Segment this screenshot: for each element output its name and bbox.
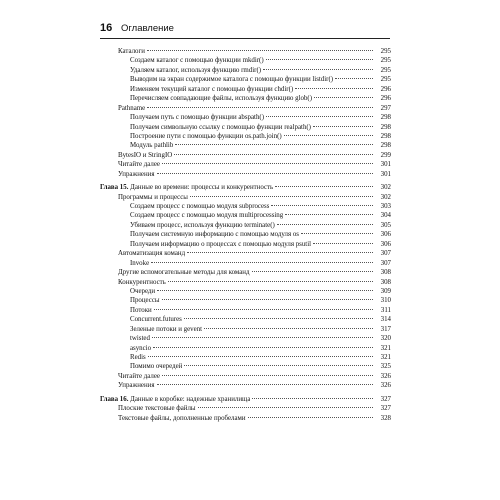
toc-section-entry: [100, 404, 391, 413]
toc-subsection-entry: [100, 362, 391, 371]
toc-subsection-entry: [100, 75, 391, 84]
toc-entry-title: [130, 141, 173, 150]
entry-page-number: 308: [380, 269, 391, 277]
entry-label: Зеленые потоки и gevent: [130, 325, 203, 333]
toc-subsection-entry: [100, 202, 391, 211]
toc-entry-title: [130, 306, 152, 315]
entry-page-number: 327: [380, 395, 391, 403]
toc-subsection-entry: [100, 113, 391, 122]
dot-leader: [190, 196, 373, 197]
entry-label: Каталоги: [118, 48, 145, 55]
toc-entry-title: [130, 85, 293, 94]
toc-entry-title: [118, 381, 155, 390]
dot-leader: [252, 398, 373, 399]
entry-page-number: 298: [380, 123, 391, 131]
toc-section-entry: [100, 151, 391, 160]
toc-section-entry: [100, 278, 391, 287]
toc-entry-title: [130, 202, 269, 211]
entry-label: Pathname: [118, 104, 146, 112]
dot-leader: [187, 252, 373, 253]
toc-subsection-entry: [100, 315, 391, 324]
toc-entry-title: [130, 230, 299, 239]
toc-subsection-entry: [100, 132, 391, 141]
dot-leader: [248, 417, 373, 418]
entry-label: Изменяем текущий каталог с помощью функции chdir(): [130, 85, 294, 93]
entry-page-number: 325: [380, 363, 391, 371]
toc-section-entry: [100, 47, 391, 56]
dot-leader: [148, 356, 373, 357]
entry-page-number: 311: [380, 306, 391, 314]
dot-leader: [184, 318, 373, 319]
toc-entry-title: [130, 315, 182, 324]
dot-leader: [284, 135, 373, 136]
entry-label: Конкурентность: [118, 278, 166, 286]
toc-entry-title: [130, 353, 146, 362]
toc-section-entry: [100, 268, 391, 277]
dot-leader: [313, 126, 373, 127]
dot-leader: [157, 173, 373, 174]
toc-subsection-entry: [100, 141, 391, 150]
toc-subsection-entry: [100, 123, 391, 132]
entry-page-number: 295: [380, 48, 391, 55]
toc-entry-title: [100, 183, 273, 192]
toc-section-entry: [100, 160, 391, 169]
entry-page-number: 328: [380, 414, 391, 422]
toc-chapter-entry: [100, 183, 391, 192]
dot-leader: [184, 365, 373, 366]
toc-subsection-entry: [100, 230, 391, 239]
entry-page-number: 295: [380, 57, 391, 65]
toc-entry-title: [130, 221, 275, 230]
entry-label: Очереди: [130, 287, 156, 295]
toc-section-entry: [100, 381, 391, 390]
dot-leader: [153, 347, 373, 348]
toc-entry-title: [118, 249, 185, 258]
entry-page-number: 321: [380, 354, 391, 361]
entry-label: Читайте далее: [118, 161, 160, 169]
entry-label: Данные во времени: процессы и конкурентность: [130, 184, 274, 192]
dot-leader: [168, 281, 373, 282]
entry-page-number: 303: [380, 203, 391, 210]
toc-subsection-entry: [100, 94, 391, 103]
entry-page-number: 309: [380, 287, 391, 295]
toc-entry-title: [130, 66, 261, 75]
entry-page-number: 302: [380, 193, 391, 201]
entry-label: BytesIO и StringIO: [118, 151, 173, 159]
entry-page-number: 297: [380, 104, 391, 112]
toc-entry-title: [118, 278, 166, 287]
entry-page-number: 326: [380, 382, 391, 390]
entry-label: Получаем путь с помощью функции abspath(): [130, 114, 264, 122]
entry-label: Удаляем каталог, используя функцию rmdir(): [130, 66, 262, 74]
dot-leader: [162, 163, 373, 164]
toc-subsection-entry: [100, 211, 391, 220]
entry-label: Текстовые файлы, дополненные пробелами: [118, 414, 246, 422]
entry-page-number: 307: [380, 250, 391, 258]
entry-page-number: 321: [380, 344, 391, 352]
toc-entry-title: [130, 94, 312, 103]
toc-entry-title: [118, 372, 160, 381]
dot-leader: [252, 271, 374, 272]
entry-label: Автоматизация команд: [118, 250, 186, 258]
toc-entry-title: [118, 268, 250, 277]
entry-label: Перечисляем совпадающие файлы, используя функцию glob(): [130, 95, 313, 103]
toc-subsection-entry: [100, 353, 391, 362]
toc-entry-title: [130, 123, 311, 132]
toc-entry-title: [130, 211, 283, 220]
entry-page-number: 296: [380, 95, 391, 103]
toc-entry-title: [100, 395, 250, 404]
dot-leader: [314, 97, 373, 98]
toc-section-entry: [100, 249, 391, 258]
toc-subsection-entry: [100, 325, 391, 334]
toc-subsection-entry: [100, 296, 391, 305]
chapter-number: Глава 16.: [100, 395, 129, 403]
toc-subsection-entry: [100, 66, 391, 75]
toc-entry-title: [130, 240, 311, 249]
entry-page-number: 298: [380, 114, 391, 122]
toc-section-entry: [100, 193, 391, 202]
entry-label: Построение пути с помощью функции os.path.join(): [130, 132, 282, 140]
entry-page-number: 298: [380, 132, 391, 140]
entry-label: twisted: [130, 335, 150, 343]
toc-subsection-entry: [100, 85, 391, 94]
toc-section-entry: [100, 104, 391, 113]
entry-page-number: 301: [380, 161, 391, 169]
entry-label: Убиваем процесс, используя функцию terminate(): [130, 221, 275, 229]
entry-page-number: 326: [380, 372, 391, 380]
entry-label: Потоки: [130, 306, 152, 314]
dot-leader: [147, 50, 373, 51]
entry-page-number: 317: [380, 325, 391, 333]
entry-page-number: 299: [380, 151, 391, 159]
toc-entry-title: [118, 104, 145, 113]
toc-entry-title: [118, 151, 172, 160]
toc-subsection-entry: [100, 306, 391, 315]
dot-leader: [266, 116, 373, 117]
table-of-contents: [100, 47, 391, 423]
entry-page-number: 296: [380, 85, 391, 93]
toc-entry-title: [130, 75, 333, 84]
toc-entry-title: [130, 362, 182, 371]
toc-subsection-entry: [100, 240, 391, 249]
toc-entry-title: [130, 334, 150, 343]
entry-label: Данные в коробке: надежные хранилища: [130, 395, 251, 403]
dot-leader: [204, 328, 373, 329]
toc-entry-title: [118, 404, 196, 413]
dot-leader: [157, 384, 373, 385]
toc-entry-title: [118, 193, 188, 202]
entry-page-number: 314: [380, 316, 391, 324]
entry-label: Упражнения: [118, 382, 155, 390]
entry-page-number: 320: [380, 335, 391, 343]
toc-entry-title: [130, 113, 264, 122]
entry-label: Упражнения: [118, 170, 155, 178]
toc-entry-title: [118, 160, 160, 169]
toc-entry-title: [130, 132, 282, 141]
page-number: 16: [100, 22, 113, 34]
chapter-number: Глава 15.: [100, 184, 129, 192]
dot-leader: [266, 59, 373, 60]
toc-entry-title: [130, 296, 160, 305]
dot-leader: [157, 290, 373, 291]
toc-subsection-entry: [100, 56, 391, 65]
dot-leader: [275, 186, 373, 187]
entry-label: Плоские текстовые файлы: [118, 405, 196, 413]
dot-leader: [162, 375, 373, 376]
entry-label: Читайте далее: [118, 372, 160, 380]
dot-leader: [335, 78, 373, 79]
toc-subsection-entry: [100, 334, 391, 343]
toc-chapter-entry: [100, 395, 391, 404]
toc-section-entry: [100, 372, 391, 381]
entry-page-number: 307: [380, 259, 391, 267]
toc-entry-title: [130, 56, 264, 65]
toc-entry-title: [130, 325, 202, 334]
entry-label: Получаем информацию о процессах с помощью модуля psutil: [130, 240, 312, 248]
running-title: Оглавление: [121, 23, 174, 34]
entry-label: Модуль pathlib: [130, 142, 174, 150]
entry-page-number: 298: [380, 142, 391, 150]
dot-leader: [277, 224, 373, 225]
toc-subsection-entry: [100, 287, 391, 296]
entry-label: Concurrent.futures: [130, 316, 182, 324]
entry-label: Программы и процессы: [118, 193, 188, 201]
entry-page-number: 310: [380, 297, 391, 305]
entry-label: Процессы: [130, 297, 160, 305]
dot-leader: [301, 233, 373, 234]
dot-leader: [147, 107, 373, 108]
entry-label: Получаем системную информацию с помощью модуля os: [130, 231, 299, 239]
toc-subsection-entry: [100, 344, 391, 353]
entry-label: asyncio: [130, 344, 152, 352]
running-header: [100, 24, 390, 39]
dot-leader: [295, 88, 373, 89]
entry-page-number: 302: [380, 184, 391, 192]
entry-page-number: 304: [380, 212, 391, 220]
toc-section-entry: [100, 170, 391, 179]
dot-leader: [263, 69, 373, 70]
entry-page-number: 295: [380, 66, 391, 74]
dot-leader: [162, 299, 373, 300]
entry-page-number: 306: [380, 231, 391, 239]
dot-leader: [174, 154, 373, 155]
toc-entry-title: [118, 47, 145, 56]
toc-subsection-entry: [100, 221, 391, 230]
toc-section-entry: [100, 414, 391, 423]
entry-label: Другие вспомогательные методы для команд: [118, 269, 250, 277]
dot-leader: [152, 337, 373, 338]
dot-leader: [154, 309, 373, 310]
toc-entry-title: [130, 259, 149, 268]
dot-leader: [285, 214, 373, 215]
entry-label: Создаем каталог с помощью функции mkdir(): [130, 57, 264, 65]
entry-label: Redis: [130, 354, 146, 361]
entry-label: Получаем символьную ссылку с помощью функции realpath(): [130, 123, 311, 131]
entry-page-number: 301: [380, 170, 391, 178]
entry-label: Создаем процесс с помощью модуля subprocess: [130, 203, 270, 210]
toc-entry-title: [130, 344, 151, 353]
dot-leader: [151, 262, 373, 263]
entry-page-number: 306: [380, 240, 391, 248]
entry-page-number: 295: [380, 76, 391, 84]
dot-leader: [271, 205, 373, 206]
toc-entry-title: [118, 414, 246, 423]
entry-label: Создаем процесс с помощью модуля multiprocessing: [130, 212, 284, 220]
dot-leader: [175, 144, 373, 145]
dot-leader: [313, 243, 373, 244]
entry-label: Выводим на экран содержимое каталога с помощью функции listdir(): [130, 76, 334, 84]
toc-entry-title: [130, 287, 155, 296]
toc-entry-title: [118, 170, 155, 179]
toc-subsection-entry: [100, 259, 391, 268]
entry-label: Помимо очередей: [130, 363, 183, 371]
dot-leader: [198, 407, 373, 408]
entry-page-number: 327: [380, 405, 391, 413]
entry-page-number: 305: [380, 221, 391, 229]
entry-page-number: 308: [380, 278, 391, 286]
entry-label: Invoke: [130, 259, 150, 267]
